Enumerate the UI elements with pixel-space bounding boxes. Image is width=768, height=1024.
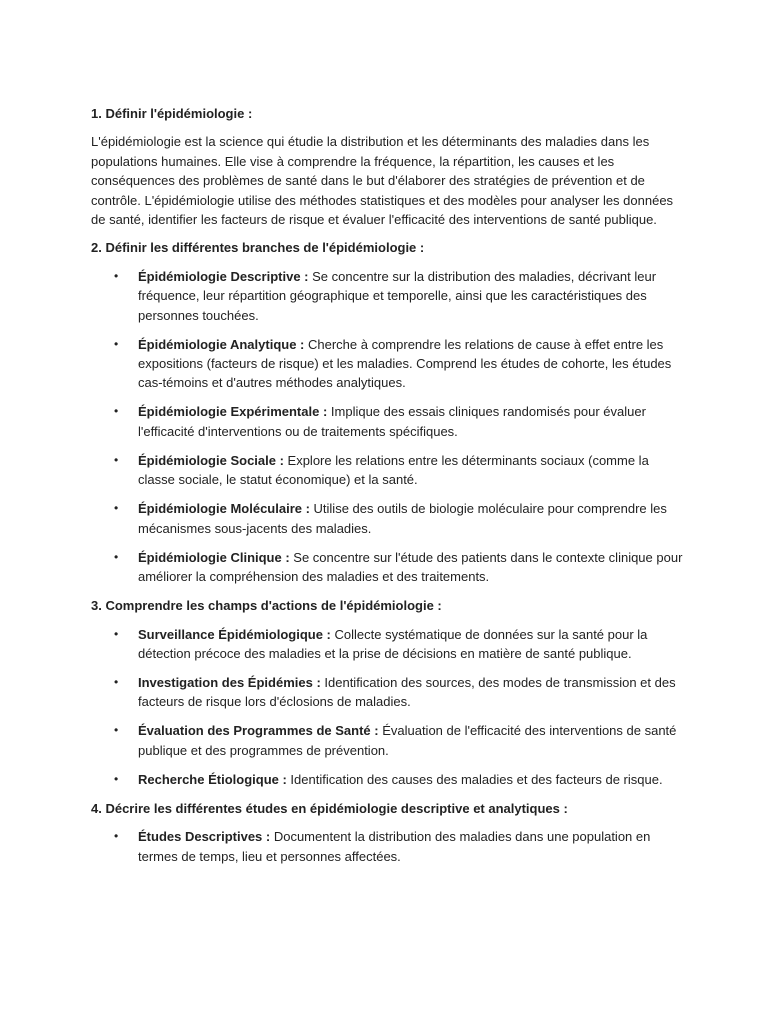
item-term: Épidémiologie Descriptive : — [138, 268, 309, 284]
section-4-list — [91, 827, 688, 866]
item-term: Épidémiologie Expérimentale : — [138, 404, 328, 420]
item-term: Recherche Étiologique : — [138, 771, 287, 787]
list-item — [91, 673, 688, 712]
list-item — [91, 770, 688, 789]
item-text: Utilise des outils de biologie moléculaire pour comprendre les mécanismes sous-jacents des maladies. — [138, 501, 667, 536]
item-term: Épidémiologie Sociale : — [138, 452, 284, 468]
list-item — [91, 335, 688, 393]
bullet-icon: • — [114, 626, 119, 641]
list-item — [91, 402, 688, 441]
bullet-icon: • — [114, 336, 119, 351]
section-1-paragraph: L'épidémiologie est la science qui étudie la distribution et les déterminants des maladies dans les populations humaines. Elle vise à comprendre la fréquence, la répartition, les causes et les conséquences des problèmes de santé dans le but d'élaborer des stratégies de prévention et de contrôle. L'épidémiologie utilise des méthodes statistiques et des modèles pour analyser les données de santé, identifier les facteurs de risque et évaluer l'efficacité des interventions de santé publique. — [91, 134, 674, 228]
item-term: Épidémiologie Analytique : — [138, 336, 305, 352]
bullet-icon: • — [114, 723, 119, 738]
bullet-icon: • — [114, 674, 119, 689]
bullet-icon: • — [114, 404, 119, 419]
item-term: Épidémiologie Moléculaire : — [138, 501, 310, 517]
bullet-icon: • — [114, 452, 119, 467]
item-term: Investigation des Épidémies : — [138, 674, 321, 690]
section-3-list — [91, 625, 688, 790]
bullet-icon: • — [114, 501, 119, 516]
item-text: Collecte systématique de données sur la santé pour la détection précoce des maladies et la prise de décisions en matière de santé publique. — [138, 626, 648, 661]
item-term: Surveillance Épidémiologique : — [138, 626, 331, 642]
item-text: Identification des causes des maladies et des facteurs de risque. — [286, 771, 663, 787]
item-text: Se concentre sur la distribution des maladies, décrivant leur fréquence, leur répartition géographique et temporelle, ainsi que les caractéristiques des personnes touchées. — [138, 268, 657, 323]
item-text: Documentent la distribution des maladies dans une population en termes de temps, lieu et personnes affectées. — [138, 829, 651, 864]
list-item — [91, 548, 688, 587]
section-3-heading: 3. Comprendre les champs d'actions de l'épidémiologie : — [91, 598, 442, 614]
section-2-heading: 2. Définir les différentes branches de l'épidémiologie : — [91, 240, 425, 256]
item-text: Cherche à comprendre les relations de cause à effet entre les expositions (facteurs de risque) et les maladies. Comprend les études de cohorte, les études cas-témoins et d'autres méthodes analytiques. — [138, 336, 672, 391]
bullet-icon: • — [114, 771, 119, 786]
bullet-icon: • — [114, 549, 119, 564]
item-term: Épidémiologie Clinique : — [138, 549, 290, 565]
section-2-list — [91, 267, 688, 587]
list-item — [91, 451, 688, 490]
item-text: Explore les relations entre les déterminants sociaux (comme la classe sociale, le statut économique) et la santé. — [138, 452, 649, 488]
item-term: Évaluation des Programmes de Santé : — [138, 723, 379, 739]
bullet-icon: • — [114, 829, 119, 844]
section-4-heading: 4. Décrire les différentes études en épidémiologie descriptive et analytiques : — [91, 800, 568, 816]
item-text: Évaluation de l'efficacité des interventions de santé publique et des programmes de prévention. — [138, 723, 677, 758]
list-item — [91, 827, 688, 866]
item-text: Identification des sources, des modes de transmission et des facteurs de risque lors d'éclosions de maladies. — [138, 674, 676, 710]
bullet-icon: • — [114, 268, 119, 283]
list-item — [91, 625, 688, 664]
section-1-heading: 1. Définir l'épidémiologie : — [91, 106, 253, 121]
list-item — [91, 721, 688, 760]
item-term: Études Descriptives : — [138, 829, 271, 845]
item-text: Implique des essais cliniques randomisés pour évaluer l'efficacité d'interventions ou de traitements spécifiques. — [138, 404, 646, 439]
item-text: Se concentre sur l'étude des patients dans le contexte clinique pour améliorer la compréhension des maladies et des traitements. — [138, 549, 683, 585]
list-item — [91, 499, 688, 538]
list-item — [91, 267, 688, 325]
